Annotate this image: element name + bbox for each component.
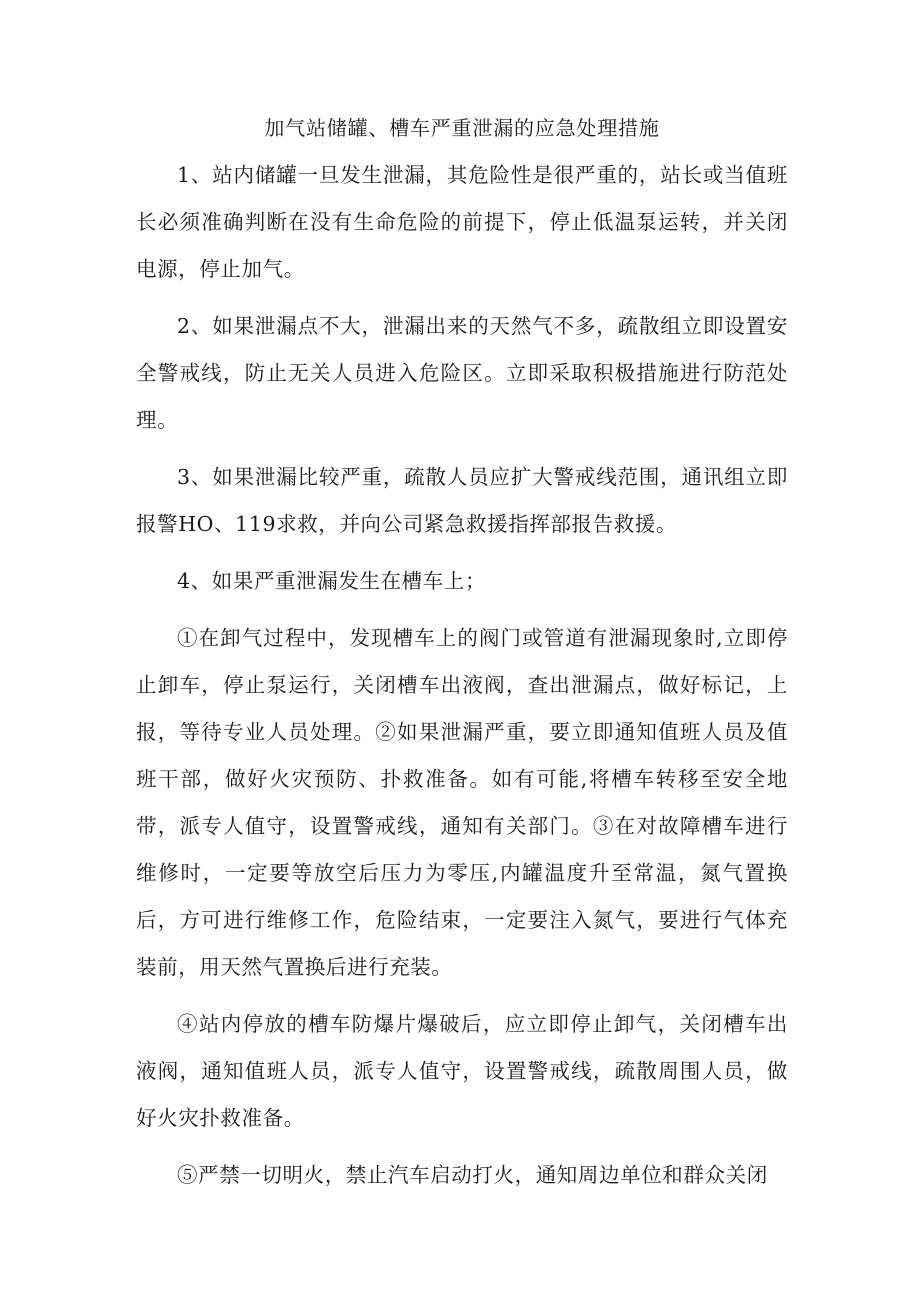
paragraph-7: ⑤严禁一切明火，禁止汽车启动打火，通知周边单位和群众关闭 bbox=[177, 1163, 768, 1187]
paragraph-1: 1、站内储罐一旦发生泄漏，其危险性是很严重的，站长或当值班长必须准确判断在没有生命危险的前提下，停止低温泵运转，并关闭电源，停止加气。 bbox=[136, 163, 788, 281]
paragraph-2: 2、如果泄漏点不大，泄漏出来的天然气不多，疏散组立即设置安全警戒线，防止无关人员进入危险区。立即采取积极措施进行防范处理。 bbox=[136, 314, 788, 432]
paragraph-6: ④站内停放的槽车防爆片爆破后，应立即停止卸气，关闭槽车出液阀，通知值班人员，派专人值守，设置警戒线，疏散周围人员，做好火灾扑救准备。 bbox=[136, 1012, 788, 1130]
document-title: 加气站储罐、槽车严重泄漏的应急处理措施 bbox=[264, 116, 660, 140]
paragraph-5: ①在卸气过程中，发现槽车上的阀门或管道有泄漏现象时,立即停止卸车，停止泵运行，关闭槽车出液阀，查出泄漏点，做好标记，上报，等待专业人员处理。②如果泄漏严重，要立即通知值班人员及值班干部，做好火灾预防、扑救准备。如有可能,将槽车转移至安全地带，派专人值守，设置警戒线，通知有关部门。③在对故障槽车进行维修时，一定要等放空后压力为零压,内罐温度升至常温，氮气置换后，方可进行维修工作，危险结束，一定要注入氮气，要进行气体充装前，用天然气置换后进行充装。 bbox=[136, 626, 788, 979]
paragraph-3: 3、如果泄漏比较严重，疏散人员应扩大警戒线范围，通讯组立即报警HO、119求救，并向公司紧急救援指挥部报告救援。 bbox=[136, 465, 788, 536]
document-page bbox=[136, 108, 788, 1209]
paragraph-4: 4、如果严重泄漏发生在槽车上； bbox=[177, 569, 487, 593]
